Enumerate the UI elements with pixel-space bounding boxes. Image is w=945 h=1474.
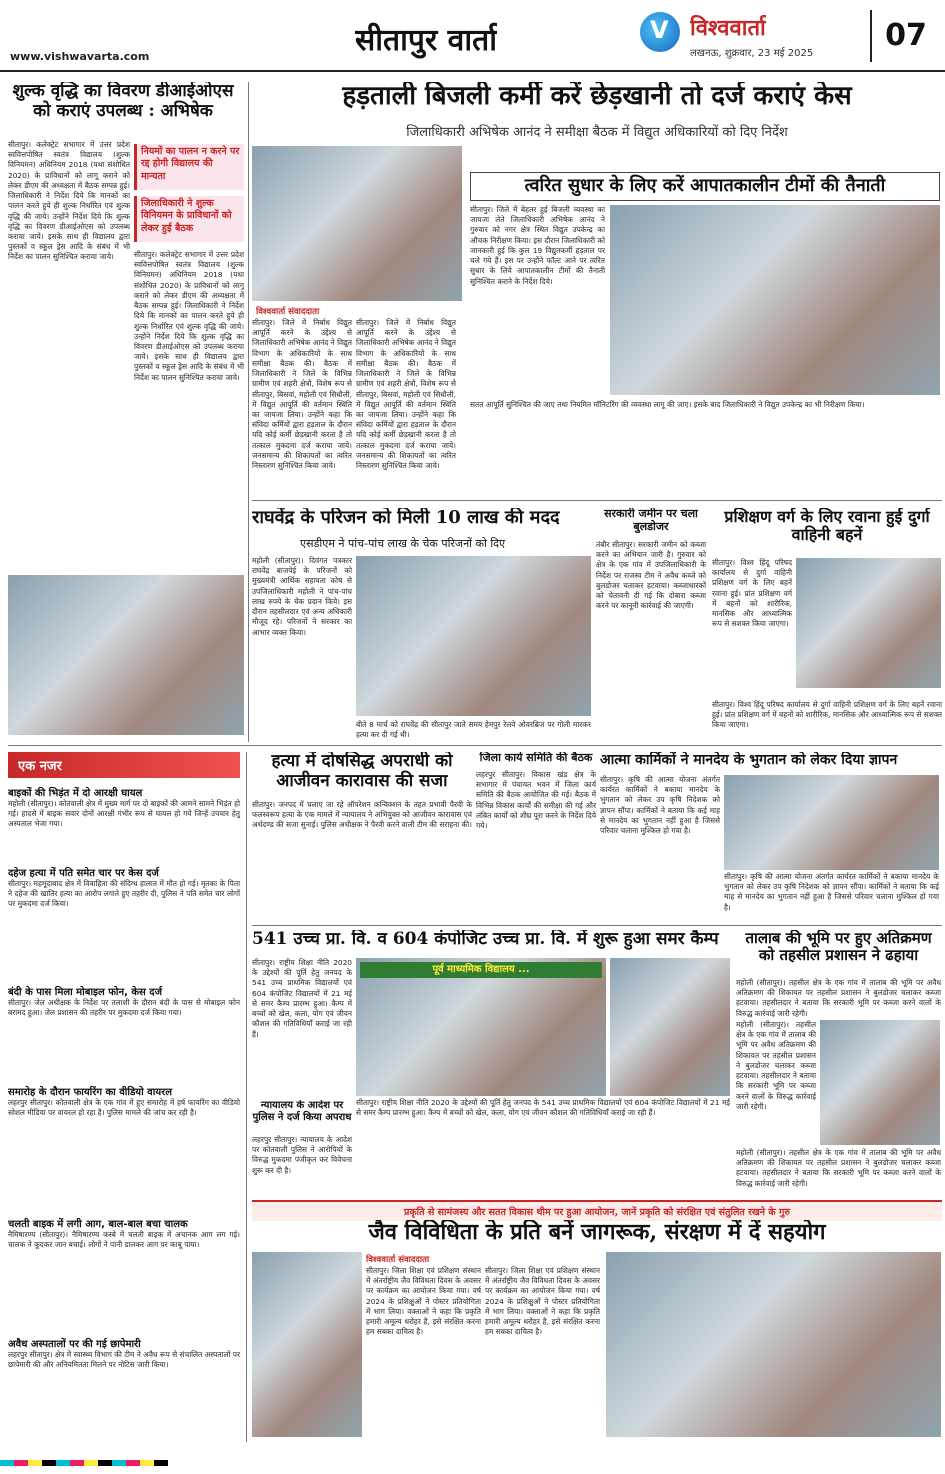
left-top-body-cont: सीतापुर। कलेक्ट्रेट सभागार में उत्तर प्रदेश स्ववित्तपोषित स्वतंत्र विद्यालय (शुल्क विनियमन) अधिनियम 2018 (यथा संशोधित 2020) के प्राविधानों को लागू कराने को लेकर डीएम की अध्यक्षता में बैठक सम्पन्न हुई। जिलाधिकारी ने निर्देश दिये कि मानकों का पालन करते हुये ही शुल्क निर्धारित एवं शुल्क वृद्धि की जाये। उन्होंने निर्देश दिये कि शुल्क वृद्धि का विवरण डीआईओएस को उपलब्ध कराया जाये। इसके साथ ही विद्यालय द्वारा पुस्तकों व स्कूल ड्रेस आदि के संबंध में भी निर्देश का पालन सुनिश्चित कराया जाये।: [134, 250, 244, 382]
atma-body-cont: सीतापुर। कृषि की आत्मा योजना अंतर्गत कार्यरत कार्मिकों ने बकाया मानदेय के भुगतान को लेकर उप कृषि निदेशक को ज्ञापन सौंपा। कार्मिकों ने बताया कि कई माह से मानदेय का भुगतान नहीं हुआ है जिससे परिवार चलाना मुश्किल हो गया है।: [724, 872, 939, 912]
nazar-title-6: अवैध अस्पतालों पर की गई छापेमारी: [8, 1339, 141, 1350]
bulldozer-headline: सरकारी जमीन पर चला बुलडोजर: [604, 508, 698, 533]
training-photo: [796, 558, 941, 688]
teams-headline: त्वरित सुधार के लिए करें आपातकालीन टीमों की तैनाती: [470, 172, 940, 201]
nazar-body-6: लहरपुर सीतापुर। क्षेत्र में स्वास्थ्य विभाग की टीम ने अवैध रूप से संचालित अस्पतालों पर छापेमारी की और अनियमितता मिलने पर नोटिस जारी किया।: [8, 1350, 240, 1370]
ek-nazar-tag: एक नजर: [18, 759, 62, 774]
bio-kicker: प्रकृति से सामंजस्य और सतत विकास थीम पर हुआ आयोजन, जानें प्रकृति को संरक्षित एवं संतुलित रखने के गुरु: [252, 1200, 942, 1221]
bio-body-col2: सीतापुर। जिला शिक्षा एवं प्रशिक्षण संस्थान में अंतर्राष्ट्रीय जैव विविधता दिवस के अवसर पर कार्यक्रम का आयोजन किया गया। वर्ष 2024 के प्रशिक्षुओं ने पोस्टर प्रतियोगिता में भाग लिया। वक्ताओं ने कहा कि प्रकृति हमारी अमूल्य धरोहर है, इसे संरक्षित करना हम सबका दायित्व है।: [485, 1266, 600, 1337]
talab-body-more: महोली (सीतापुर)। तहसील क्षेत्र के एक गांव में तालाब की भूमि पर अवैध अतिक्रमण की शिकायत पर तहसील प्रशासन ने बुलडोजर चलाकर कब्जा हटवाया। तहसीलदार ने बताया कि सरकारी भूमि पर कब्जा करने वालों के विरुद्ध कार्रवाई जारी रहेगी।: [736, 1148, 941, 1188]
raghvendra-photo: [356, 556, 591, 716]
murder-body: सीतापुर। जनपद में चलाए जा रहे ऑपरेशन कन्विक्शन के तहत प्रभावी पैरवी के फलस्वरूप हत्या के एक मामले में न्यायालय ने अभियुक्त को आजीवन कारावास एवं अर्थदण्ड की सजा सुनाई। पुलिस अधीक्षक ने पैरवी करने वाली टीम की सराहना की।: [252, 800, 472, 830]
summer-camp-photo-2: [610, 958, 730, 1096]
section-rule-2: [8, 745, 942, 746]
main-subhead: जिलाधिकारी अभिषेक आनंद ने समीक्षा बैठक में विद्युत अधिकारियों को दिए निर्देश: [406, 125, 788, 140]
training-body-cont: सीतापुर। विश्व हिंदू परिषद कार्यालय से दुर्गा वाहिनी प्रशिक्षण वर्ग के लिए बहनें रवाना हुई। प्रांत प्रशिक्षण वर्ग में बहनों को शारीरिक, मानसिक और आध्यात्मिक रूप से सशक्त किया जाएगा।: [712, 700, 942, 730]
section-rule: [252, 500, 942, 501]
bio-headline: जैव विविधिता के प्रति बनें जागरूक, संरक्षण में दें सहयोग: [368, 1220, 826, 1245]
bio-byline: विश्ववार्ता संवाददाता: [366, 1255, 430, 1265]
site-url[interactable]: www.vishwavarta.com: [10, 50, 150, 63]
main-photo: [252, 146, 462, 301]
brand-name: विश्ववार्ता: [690, 16, 766, 41]
talab-body: महोली (सीतापुर)। तहसील क्षेत्र के एक गांव में तालाब की भूमि पर अवैध अतिक्रमण की शिकायत पर तहसील प्रशासन ने बुलडोजर चलाकर कब्जा हटवाया। तहसीलदार ने बताया कि सरकारी भूमि पर कब्जा करने वालों के विरुद्ध कार्रवाई जारी रहेगी।: [736, 978, 941, 1018]
summer-camp-body-cont: सीतापुर। राष्ट्रीय शिक्षा नीति 2020 के उद्देश्यों की पूर्ति हेतु जनपद के 541 उच्च प्राथमिक विद्यालयों एवं 604 कंपोजिट विद्यालयों में 21 मई से समर कैम्प प्रारम्भ हुआ। कैम्प में बच्चों को खेल, कला, योग एवं जीवन कौशल की गतिविधियाँ कराई जा रही हैं।: [356, 1098, 730, 1118]
nazar-body-5: नैमिषारण्य (सीतापुर)। नैमिषारण्य कस्बे में चलती बाइक में अचानक आग लग गई। चालक ने कूदकर जान बचाई। लोगों ने पानी डालकर आग पर काबू पाया।: [8, 1230, 240, 1250]
raghvendra-caption: बीते 8 मार्च को राघवेंद्र की सीतापुर जाते समय हेमपुर रेलवे ओवरब्रिज पर गोली मारकर हत्या कर दी गई थी।: [356, 720, 591, 740]
left-top-callout-1: नियमों का पालन न करने पर रद्द होगी विद्यालय की मान्यता: [134, 144, 244, 190]
raghvendra-subhead: एसडीएम ने पांच-पांच लाख के चेक परिजनों को दिए: [300, 537, 506, 550]
print-color-bar: [0, 1460, 945, 1468]
training-body: सीतापुर। विश्व हिंदू परिषद कार्यालय से दुर्गा वाहिनी प्रशिक्षण वर्ग के लिए बहनें रवाना हुई। प्रांत प्रशिक्षण वर्ग में बहनों को शारीरिक, मानसिक और आध्यात्मिक रूप से सशक्त किया जाएगा।: [712, 558, 792, 629]
court-headline: न्यायालय के आदेश पर पुलिस ने दर्ज किया अपराध: [252, 1100, 352, 1123]
brand-logo-letter: V: [650, 16, 669, 44]
section-rule-3: [252, 925, 942, 926]
talab-body-cont: महोली (सीतापुर)। तहसील क्षेत्र के एक गांव में तालाब की भूमि पर अवैध अतिक्रमण की शिकायत पर तहसील प्रशासन ने बुलडोजर चलाकर कब्जा हटवाया। तहसीलदार ने बताया कि सरकारी भूमि पर कब्जा करने वालों के विरुद्ध कार्रवाई जारी रहेगी।: [736, 1020, 816, 1111]
summer-camp-headline: 541 उच्च प्रा. वि. व 604 कंपोजिट उच्च प्रा. वि. में शुरू हुआ समर कैम्प: [252, 930, 719, 949]
murder-headline: हत्या में दोषसिद्ध अपराधी को आजीवन कारावास की सजा: [271, 752, 453, 791]
training-headline: प्रशिक्षण वर्ग के लिए रवाना हुई दुर्गा वाहिनी बहनें: [724, 508, 930, 545]
main-body-col2: सीतापुर। जिले में निर्बाध विद्युत आपूर्ति करने के उद्देश्य से जिलाधिकारी अभिषेक आनंद ने विद्युत विभाग के अधिकारियों के साथ समीक्षा बैठक की। बैठक में जिलाधिकारी ने जिले के विभिन्न ग्रामीण एवं शहरी क्षेत्रों, विशेष रूप से सीतापुर, बिसवां, महोली एवं सिधौली, में विद्युत आपूर्ति की वर्तमान स्थिति का जायजा लिया। उन्होंने कहा कि संविदा कर्मियों द्वारा हड़ताल के दौरान यदि कोई कर्मी छेड़खानी करता है तो तत्काल मुकदमा दर्ज कराया जाये। जनसमान्य की शिकायतों का त्वरित निस्तारण सुनिश्चित किया जाये।: [356, 318, 456, 471]
summer-camp-photo: [356, 958, 606, 1096]
bulldozer-body: तंबौर सीतापुर। सरकारी जमीन को कब्जा करने का अभियान जारी है। गुरुवार को क्षेत्र के एक गांव में उपजिलाधिकारी के निर्देश पर राजस्व टीम ने अवैध कब्जे को बुलडोजर चलाकर हटवाया। कब्जाधारकों को चेतावनी दी गई कि दोबारा कब्जा करने पर कानूनी कार्रवाई की जाएगी।: [596, 540, 706, 611]
nazar-title-1: बाइकों की भिड़ंत में दो आरक्षी घायल: [8, 788, 143, 799]
left-top-body: सीतापुर। कलेक्ट्रेट सभागार में उत्तर प्रदेश स्ववित्तपोषित स्वतंत्र विद्यालय (शुल्क विनियमन) अधिनियम 2018 (यथा संशोधित 2020) के प्राविधानों को लागू कराने को लेकर डीएम की अध्यक्षता में बैठक सम्पन्न हुई। जिलाधिकारी ने निर्देश दिये कि मानकों का पालन करते हुये ही शुल्क निर्धारित एवं शुल्क वृद्धि की जाये। उन्होंने निर्देश दिये कि शुल्क वृद्धि का विवरण डीआईओएस को उपलब्ध कराया जाये। इसके साथ ही विद्यालय द्वारा पुस्तकों व स्कूल ड्रेस आदि के संबंध में भी निर्देश का पालन सुनिश्चित कराया जाये।: [8, 140, 130, 262]
column-rule: [248, 82, 249, 742]
left-top-headline: शुल्क वृद्धि का विवरण डीआईओएस को कराएं उपलब्ध : अभिषेक: [12, 82, 234, 121]
nazar-body-3: सीतापुर। जेल अधीक्षक के निर्देश पर तलाशी के दौरान बंदी के पास से मोबाइल फोन बरामद हुआ। जेल प्रशासन की तहरीर पर मुकदमा दर्ज किया गया।: [8, 998, 240, 1018]
teams-photo: [610, 205, 940, 395]
teams-caption: सतत आपूर्ति सुनिश्चित की जाए तथा नियमित मॉनिटरिंग की व्यवस्था लागू की जाए। इसके बाद जिलाधिकारी ने विद्युत उपकेन्द्र का भी निरीक्षण किया।: [470, 400, 865, 409]
committee-headline: जिला कार्य समिति की बैठक: [479, 752, 593, 764]
committee-body: लहरपुर सीतापुर। विकास खंड क्षेत्र के सभागार में पंचायत भवन में जिला कार्य समिति की बैठक आयोजित की गई। बैठक में विभिन्न विकास कार्यों की समीक्षा की गई और लंबित कार्यों को शीघ्र पूरा करने के निर्देश दिये गये।: [476, 770, 596, 831]
talab-headline: तालाब की भूमि पर हुए अतिक्रमण को तहसील प्रशासन ने ढहाया: [745, 930, 932, 965]
main-headline: हड़ताली बिजली कर्मी करें छेड़खानी तो दर्ज कराएं केस: [342, 82, 852, 111]
meeting-photo: [8, 575, 244, 735]
nazar-title-4: समारोह के दौरान फायरिंग का वीडियो वायरल: [8, 1087, 172, 1098]
edition-date: लखनऊ, शुक्रवार, 23 मई 2025: [690, 48, 814, 59]
nazar-body-1: महोली (सीतापुर)। कोतवाली क्षेत्र में मुख्य मार्ग पर दो बाइकों की आमने सामने भिड़ंत हो गई। हादसे में बाइक सवार दोनों आरक्षी गंभीर रूप से घायल हो गये जिन्हें उपचार हेतु अस्पताल भेजा गया।: [8, 799, 240, 829]
main-body-col1: सीतापुर। जिले में निर्बाध विद्युत आपूर्ति करने के उद्देश्य से जिलाधिकारी अभिषेक आनंद ने विद्युत विभाग के अधिकारियों के साथ समीक्षा बैठक की। बैठक में जिलाधिकारी ने जिले के विभिन्न ग्रामीण एवं शहरी क्षेत्रों, विशेष रूप से सीतापुर, बिसवां, महोली एवं सिधौली, में विद्युत आपूर्ति की वर्तमान स्थिति का जायजा लिया। उन्होंने कहा कि संविदा कर्मियों द्वारा हड़ताल के दौरान यदि कोई कर्मी छेड़खानी करता है तो तत्काल मुकदमा दर्ज कराया जाये। जनसमान्य की शिकायतों का त्वरित निस्तारण सुनिश्चित किया जाये।: [252, 318, 352, 471]
atma-photo: [724, 775, 939, 870]
main-byline: विश्ववार्ता संवाददाता: [256, 307, 320, 317]
nazar-body-4: लहरपुर सीतापुर। कोतवाली क्षेत्र के एक गांव में हुए समारोह में हर्ष फायरिंग का वीडियो सोशल मीडिया पर वायरल हो रहा है। पुलिस मामले की जांच कर रही है।: [8, 1098, 240, 1118]
nazar-title-5: चलती बाइक में लगी आग, बाल-बाल बचा चालक: [8, 1219, 188, 1230]
raghvendra-headline: राघवेंद्र के परिजन को मिली 10 लाख की मदद: [252, 508, 560, 528]
raghvendra-body: महोली (सीतापुर)। दिवंगत पत्रकार राघवेंद्र बाजपेई के परिजनों को मुख्यमंत्री आर्थिक सहायता कोष से उपजिलाधिकारी महोली ने पांच-पांच लाख रुपये के चेक प्रदान किये। इस दौरान तहसीलदार एवं अन्य अधिकारी मौजूद रहे। परिजनों ने सरकार का आभार व्यक्त किया।: [252, 556, 352, 637]
column-rule-2: [246, 752, 247, 1442]
page-title: सीतापुर वार्ता: [355, 23, 497, 58]
bio-photo-1: [252, 1252, 362, 1437]
left-top-callout-2: जिलाधिकारी ने शुल्क विनियमन के प्राविधानों को लेकर हुई बैठक: [134, 196, 244, 242]
nazar-title-3: बंदी के पास मिला मोबाइल फोन, केस दर्ज: [8, 987, 163, 998]
nazar-title-2: दहेज हत्या में पति समेत चार पर केस दर्ज: [8, 868, 159, 879]
court-body: लहरपुर सीतापुर। न्यायालय के आदेश पर कोतवाली पुलिस ने आरोपियों के विरुद्ध मुकदमा पंजीकृत कर विवेचना शुरू कर दी है।: [252, 1135, 352, 1175]
atma-body: सीतापुर। कृषि की आत्मा योजना अंतर्गत कार्यरत कार्मिकों ने बकाया मानदेय के भुगतान को लेकर उप कृषि निदेशक को ज्ञापन सौंपा। कार्मिकों ने बताया कि कई माह से मानदेय का भुगतान नहीं हुआ है जिससे परिवार चलाना मुश्किल हो गया है।: [600, 775, 720, 836]
bio-body-col1: सीतापुर। जिला शिक्षा एवं प्रशिक्षण संस्थान में अंतर्राष्ट्रीय जैव विविधता दिवस के अवसर पर कार्यक्रम का आयोजन किया गया। वर्ष 2024 के प्रशिक्षुओं ने पोस्टर प्रतियोगिता में भाग लिया। वक्ताओं ने कहा कि प्रकृति हमारी अमूल्य धरोहर है, इसे संरक्षित करना हम सबका दायित्व है।: [366, 1266, 481, 1337]
nazar-body-2: सीतापुर। महमूदाबाद क्षेत्र में विवाहिता की संदिग्ध हालात में मौत हो गई। मृतका के पिता ने दहेज की खातिर हत्या का आरोप लगाते हुए तहरीर दी, पुलिस ने पति समेत चार लोगों पर मुकदमा दर्ज किया।: [8, 879, 240, 909]
page-number: 07: [870, 10, 940, 62]
summer-camp-body: सीतापुर। राष्ट्रीय शिक्षा नीति 2020 के उद्देश्यों की पूर्ति हेतु जनपद के 541 उच्च प्राथमिक विद्यालयों एवं 604 कंपोजिट विद्यालयों में 21 मई से समर कैम्प प्रारम्भ हुआ। कैम्प में बच्चों को खेल, कला, योग एवं जीवन कौशल की गतिविधियाँ कराई जा रही हैं।: [252, 958, 352, 1039]
atma-headline: आत्मा कार्मिकों ने मानदेय के भुगतान को लेकर दिया ज्ञापन: [600, 752, 898, 768]
school-banner: पूर्व माध्यमिक विद्यालय ...: [360, 962, 602, 978]
bio-photo-2: [606, 1252, 941, 1437]
teams-body: सीतापुर। जिले में बेहतर हुई बिजली व्यवस्था का जायजा लेते जिलाधिकारी अभिषेक आनंद ने गुरुवार को नगर क्षेत्र स्थित विद्युत उपकेन्द्र का औचक निरीक्षण किया। इस दौरान जिलाधिकारी को जानकारी हुई कि कुल 19 विद्युतकर्मी हड़ताल पर चले गये हैं। इस पर उन्होंने फॉल्ट आने पर त्वरित सुधार के लिये आपातकालीन टीमों की तैनाती सुनिश्चित कराने के निर्देश दिये।: [470, 205, 605, 286]
talab-photo: [820, 1020, 940, 1145]
